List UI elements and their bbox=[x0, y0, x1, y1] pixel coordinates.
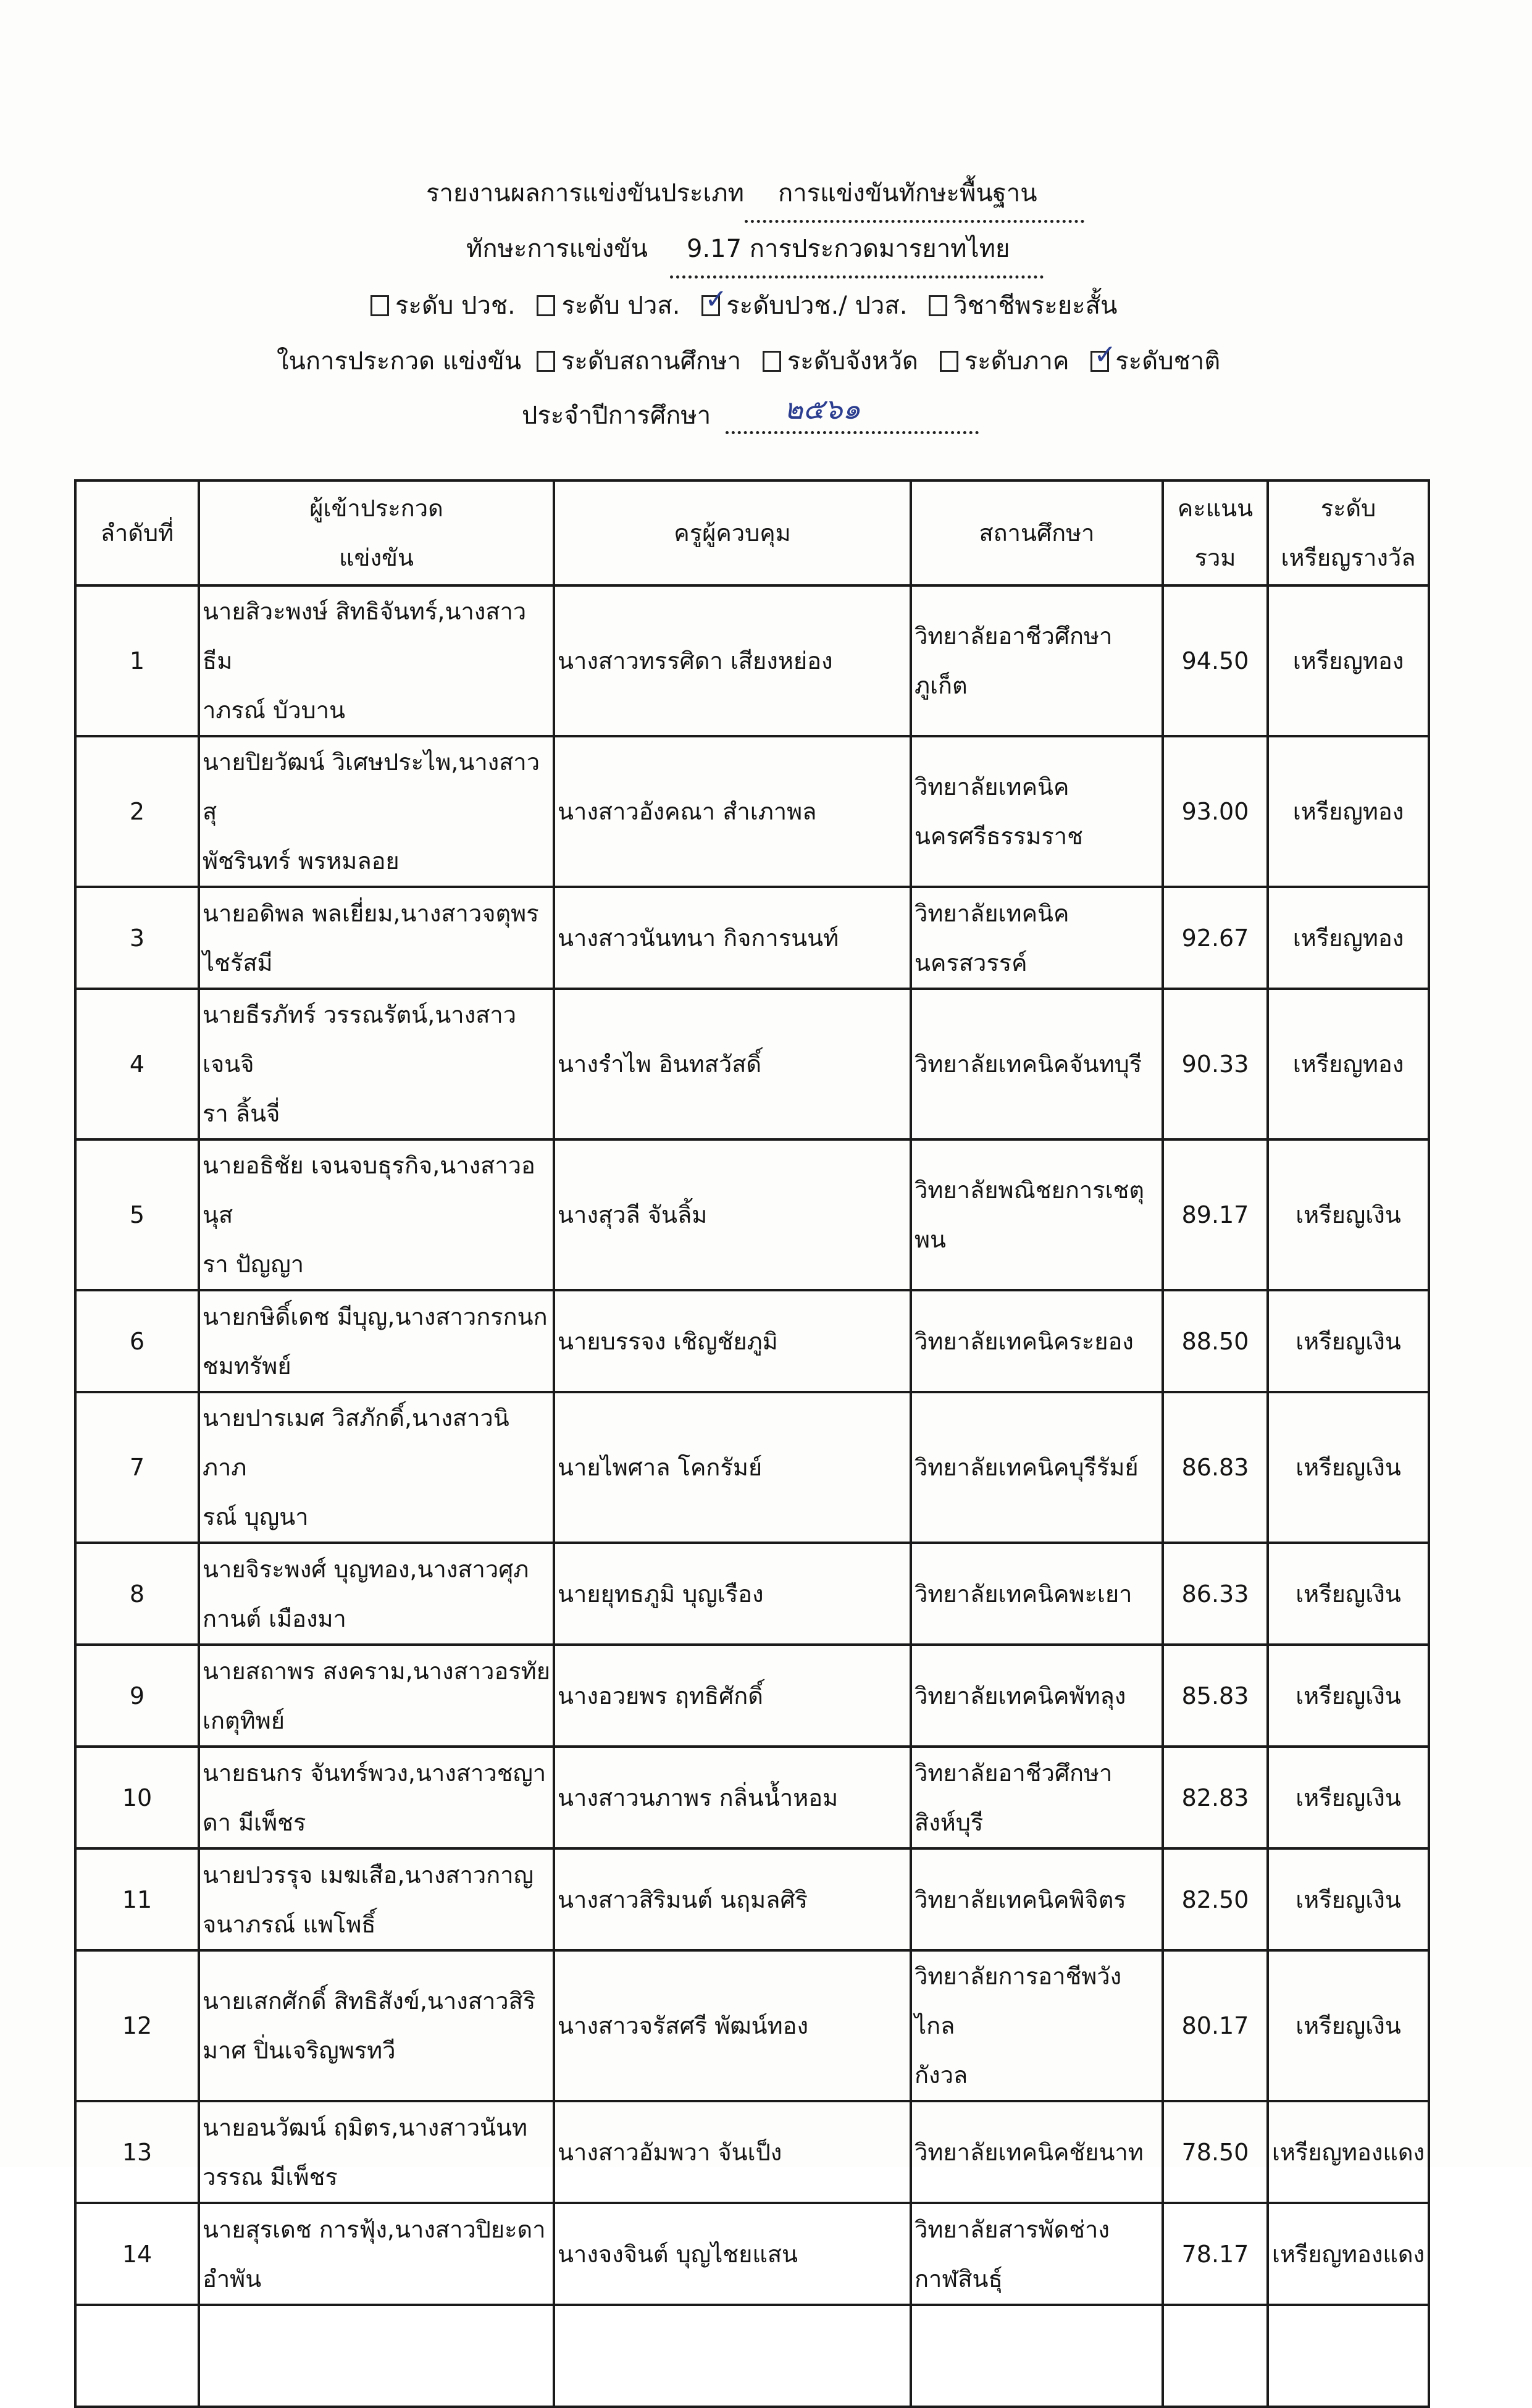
skill-label: ทักษะการแข่งขัน bbox=[466, 235, 648, 263]
total-score: 78.50 bbox=[1163, 2101, 1268, 2203]
total-score: 86.83 bbox=[1163, 1392, 1268, 1543]
school-name bbox=[911, 1645, 1163, 1747]
school-line-1: วิทยาลัยเทคนิคพัทลุง bbox=[915, 1682, 1126, 1710]
contestant-line-2: ไชรัสมี bbox=[203, 949, 273, 976]
empty-cell bbox=[1268, 2305, 1429, 2407]
school-line-1: วิทยาลัยเทคนิค bbox=[915, 773, 1069, 800]
school-line-1: วิทยาลัยเทคนิคจันทบุรี bbox=[915, 1051, 1142, 1078]
skill-underline bbox=[670, 275, 1044, 279]
school-line-2: กังวล bbox=[915, 2062, 968, 2089]
header-medal-line-2: เหรียญรางวัล bbox=[1281, 544, 1416, 571]
school-line-2: กาฬสินธุ์ bbox=[915, 2265, 1003, 2293]
teacher-name: นางสาวนภาพร กลิ่นน้ำหอม bbox=[554, 1747, 911, 1848]
teacher-name: นางสาวอังคณา สำเภาพล bbox=[554, 736, 911, 887]
school-name bbox=[911, 2203, 1163, 2305]
medal-level: เหรียญเงิน bbox=[1268, 1950, 1429, 2101]
total-score: 85.83 bbox=[1163, 1645, 1268, 1747]
contestant-line-1: นายจิระพงศ์ บุญทอง,นางสาวศุภ bbox=[203, 1555, 529, 1583]
contestant-line-2: รา ลิ้นจี่ bbox=[203, 1100, 280, 1127]
medal-level: เหรียญทองแดง bbox=[1268, 2101, 1429, 2203]
total-score: 78.17 bbox=[1163, 2203, 1268, 2305]
row-number: 11 bbox=[75, 1848, 199, 1950]
school-name bbox=[911, 1747, 1163, 1848]
contestant-names bbox=[199, 1392, 554, 1543]
level-option-label: ระดับ ปวช. bbox=[395, 292, 516, 320]
medal-level: เหรียญเงิน bbox=[1268, 1392, 1429, 1543]
total-score: 92.67 bbox=[1163, 887, 1268, 989]
table-row bbox=[75, 1747, 1429, 1848]
level-option-label: ระดับปวช./ ปวส. bbox=[726, 292, 908, 320]
contestant-line-1: นายธีรภัทร์ วรรณรัตน์,นางสาวเจนจิ bbox=[203, 1001, 517, 1078]
competition-option-label: ระดับภาค bbox=[964, 347, 1069, 375]
school-name bbox=[911, 1392, 1163, 1543]
level-option-label: วิชาชีพระยะสั้น bbox=[953, 292, 1118, 320]
contestant-names bbox=[199, 1747, 554, 1848]
row-number: 5 bbox=[75, 1139, 199, 1290]
contestant-line-1: นายกษิดิ์เดช มีบุญ,นางสาวกรกนก bbox=[203, 1303, 548, 1330]
header-score-line-1: คะแนน bbox=[1177, 495, 1254, 522]
total-score: 88.50 bbox=[1163, 1290, 1268, 1392]
contestant-line-2: กานต์ เมืองมา bbox=[203, 1605, 346, 1632]
contestant-line-1: นายอธิชัย เจนจบธุรกิจ,นางสาวอนุส bbox=[203, 1152, 535, 1228]
row-number: 4 bbox=[75, 989, 199, 1139]
row-number: 9 bbox=[75, 1645, 199, 1747]
table-row bbox=[75, 887, 1429, 989]
medal-level: เหรียญเงิน bbox=[1268, 1747, 1429, 1848]
contestant-line-2: เกตุทิพย์ bbox=[203, 1706, 285, 1734]
school-line-2: นครศรีธรรมราช bbox=[915, 823, 1083, 850]
contestant-names bbox=[199, 736, 554, 887]
row-number: 12 bbox=[75, 1950, 199, 2101]
contestant-line-2: ชมทรัพย์ bbox=[203, 1352, 291, 1380]
school-line-1: วิทยาลัยเทคนิคบุรีรัมย์ bbox=[915, 1454, 1139, 1481]
empty-cell bbox=[1163, 2305, 1268, 2407]
total-score: 80.17 bbox=[1163, 1950, 1268, 2101]
level-option-label: ระดับ ปวส. bbox=[561, 292, 680, 320]
school-name bbox=[911, 1950, 1163, 2101]
contestant-names bbox=[199, 1848, 554, 1950]
contestant-line-2: รา ปัญญา bbox=[203, 1251, 304, 1278]
medal-level: เหรียญทอง bbox=[1268, 989, 1429, 1139]
competition-option-label: ระดับจังหวัด bbox=[787, 347, 918, 375]
empty-cell bbox=[75, 2305, 199, 2407]
checkbox-short-course[interactable] bbox=[929, 295, 947, 316]
row-number: 10 bbox=[75, 1747, 199, 1848]
contestant-names bbox=[199, 1645, 554, 1747]
contestant-line-1: นายเสกศักดิ์ สิทธิสังข์,นางสาวสิริ bbox=[203, 1987, 536, 2015]
row-number: 2 bbox=[75, 736, 199, 887]
medal-level: เหรียญเงิน bbox=[1268, 1848, 1429, 1950]
skill-value: 9.17 การประกวดมารยาทไทย bbox=[687, 235, 1010, 263]
medal-level: เหรียญทอง bbox=[1268, 585, 1429, 736]
level-options bbox=[370, 285, 1131, 325]
total-score: 82.83 bbox=[1163, 1747, 1268, 1848]
row-number: 6 bbox=[75, 1290, 199, 1392]
total-score: 90.33 bbox=[1163, 989, 1268, 1139]
competition-option-region[interactable] bbox=[940, 341, 1069, 380]
level-option-both[interactable] bbox=[701, 285, 907, 325]
row-number: 8 bbox=[75, 1543, 199, 1645]
contestant-line-1: นายอดิพล พลเยี่ยม,นางสาวจตุพร bbox=[203, 899, 539, 927]
total-score: 94.50 bbox=[1163, 585, 1268, 736]
total-score: 86.33 bbox=[1163, 1543, 1268, 1645]
contestant-line-2: วรรณ มีเพ็ชร bbox=[203, 2163, 338, 2191]
table-row bbox=[75, 736, 1429, 887]
medal-level: เหรียญเงิน bbox=[1268, 1139, 1429, 1290]
header-score bbox=[1163, 480, 1268, 585]
medal-level: เหรียญทอง bbox=[1268, 887, 1429, 989]
level-option-short-course[interactable] bbox=[929, 285, 1117, 325]
contestant-names bbox=[199, 1543, 554, 1645]
row-number: 13 bbox=[75, 2101, 199, 2203]
school-line-1: วิทยาลัยอาชีวศึกษา bbox=[915, 1759, 1113, 1787]
teacher-name: นางสาวอัมพวา จันเป็ง bbox=[554, 2101, 911, 2203]
contestant-names bbox=[199, 989, 554, 1139]
teacher-name: นายไพศาล โคกรัมย์ bbox=[554, 1392, 911, 1543]
header-no: ลำดับที่ bbox=[75, 480, 199, 585]
results-table bbox=[74, 479, 1430, 2408]
header-contestant bbox=[199, 480, 554, 585]
row-number: 14 bbox=[75, 2203, 199, 2305]
table-row bbox=[75, 1139, 1429, 1290]
header-contestant-line-2: แข่งขัน bbox=[339, 544, 414, 571]
row-number: 7 bbox=[75, 1392, 199, 1543]
school-line-1: วิทยาลัยอาชีวศึกษาภูเก็ต bbox=[915, 623, 1113, 699]
school-line-1: วิทยาลัยเทคนิคพิจิตร bbox=[915, 1886, 1126, 1913]
checkbox-region[interactable] bbox=[940, 351, 958, 372]
contestant-line-2: อำพัน bbox=[203, 2265, 262, 2293]
checkbox-both[interactable] bbox=[701, 295, 720, 316]
school-line-1: วิทยาลัยเทคนิค bbox=[915, 899, 1069, 927]
table-row bbox=[75, 585, 1429, 736]
level-option-high-vocational[interactable] bbox=[537, 285, 680, 325]
school-name bbox=[911, 887, 1163, 989]
teacher-name: นางสุวลี จันลิ้ม bbox=[554, 1139, 911, 1290]
report-type-label: รายงานผลการแข่งขันประเภท bbox=[426, 179, 744, 208]
contestant-line-1: นายปารเมศ วิสภักดิ์,นางสาวนิภาภ bbox=[203, 1404, 509, 1481]
table-row bbox=[75, 1950, 1429, 2101]
competition-option-national[interactable] bbox=[1090, 341, 1220, 380]
contestant-line-1: นายธนกร จันทร์พวง,นางสาวชญา bbox=[203, 1759, 546, 1787]
total-score: 89.17 bbox=[1163, 1139, 1268, 1290]
school-name bbox=[911, 1543, 1163, 1645]
header-school: สถานศึกษา bbox=[911, 480, 1163, 585]
school-name bbox=[911, 1848, 1163, 1950]
contestant-line-1: นายอนวัฒน์ ฤมิตร,นางสาวนันท bbox=[203, 2113, 528, 2141]
school-line-1: วิทยาลัยการอาชีพวังไกล bbox=[915, 1963, 1122, 2039]
header-medal-line-1: ระดับ bbox=[1320, 495, 1376, 522]
row-number: 3 bbox=[75, 887, 199, 989]
school-line-1: วิทยาลัยพณิชยการเชตุ bbox=[915, 1177, 1145, 1204]
contestant-line-1: นายสิวะพงษ์ สิทธิจันทร์,นางสาวธีม bbox=[203, 598, 527, 674]
header-contestant-line-1: ผู้เข้าประกวด bbox=[309, 495, 443, 522]
table-row bbox=[75, 1645, 1429, 1747]
level-option-vocational-certificate[interactable] bbox=[370, 285, 516, 325]
competition-option-label: ระดับสถานศึกษา bbox=[561, 347, 742, 375]
school-name bbox=[911, 736, 1163, 887]
medal-level: เหรียญทองแดง bbox=[1268, 2203, 1429, 2305]
school-name bbox=[911, 585, 1163, 736]
competition-option-province[interactable] bbox=[763, 341, 918, 380]
table-body bbox=[75, 585, 1429, 2407]
contestant-names bbox=[199, 2101, 554, 2203]
contestant-line-2: ดา มีเพ็ชร bbox=[203, 1808, 306, 1836]
teacher-name: นางสาวจรัสศรี พัฒน์ทอง bbox=[554, 1950, 911, 2101]
contestant-names bbox=[199, 1290, 554, 1392]
table-header-row bbox=[75, 480, 1429, 585]
school-line-1: วิทยาลัยเทคนิคพะเยา bbox=[915, 1580, 1132, 1608]
school-name bbox=[911, 1290, 1163, 1392]
school-line-1: วิทยาลัยสารพัดช่าง bbox=[915, 2215, 1110, 2243]
empty-cell bbox=[911, 2305, 1163, 2407]
table-row bbox=[75, 2101, 1429, 2203]
contestant-line-2: าภรณ์ บัวบาน bbox=[203, 697, 346, 724]
checkbox-high-vocational[interactable] bbox=[537, 295, 555, 316]
school-line-2: สิงห์บุรี bbox=[915, 1808, 984, 1836]
table-row bbox=[75, 989, 1429, 1139]
header-teacher: ครูผู้ควบคุม bbox=[554, 480, 911, 585]
academic-year-value: ๒๕๖๑ bbox=[784, 392, 861, 426]
row-number: 1 bbox=[75, 585, 199, 736]
medal-level: เหรียญทอง bbox=[1268, 736, 1429, 887]
table-row bbox=[75, 1290, 1429, 1392]
contestant-names bbox=[199, 2203, 554, 2305]
table-row bbox=[75, 1392, 1429, 1543]
checkbox-school[interactable] bbox=[537, 351, 555, 372]
competition-option-label: ระดับชาติ bbox=[1115, 347, 1221, 375]
academic-year-label: ประจำปีการศึกษา bbox=[522, 401, 711, 430]
contestant-names bbox=[199, 1139, 554, 1290]
contestant-line-2: รณ์ บุญนา bbox=[203, 1503, 309, 1530]
school-name bbox=[911, 2101, 1163, 2203]
empty-cell bbox=[199, 2305, 554, 2407]
teacher-name: นางอวยพร ฤทธิศักดิ์ bbox=[554, 1645, 911, 1747]
total-score: 82.50 bbox=[1163, 1848, 1268, 1950]
school-name bbox=[911, 1139, 1163, 1290]
school-line-2: พน bbox=[915, 1226, 947, 1253]
competition-label: ในการประกวด แข่งขัน bbox=[277, 347, 522, 375]
report-type-underline bbox=[745, 220, 1084, 223]
checkbox-province[interactable] bbox=[763, 351, 781, 372]
contestant-names bbox=[199, 887, 554, 989]
contestant-line-1: นายปิยวัฒน์ วิเศษประไพ,นางสาวสุ bbox=[203, 749, 540, 825]
header-medal bbox=[1268, 480, 1429, 585]
medal-level: เหรียญเงิน bbox=[1268, 1645, 1429, 1747]
competition-levels bbox=[277, 341, 1234, 380]
contestant-line-1: นายสถาพร สงคราม,นางสาวอรทัย bbox=[203, 1657, 550, 1685]
contestant-line-1: นายปวรรุจ เมฆเสือ,นางสาวกาญ bbox=[203, 1861, 534, 1889]
table-row bbox=[75, 1848, 1429, 1950]
school-line-1: วิทยาลัยเทคนิคระยอง bbox=[915, 1327, 1134, 1355]
school-line-2: นครสวรรค์ bbox=[915, 949, 1028, 976]
checkbox-national[interactable] bbox=[1090, 351, 1109, 372]
contestant-names bbox=[199, 1950, 554, 2101]
medal-level: เหรียญเงิน bbox=[1268, 1543, 1429, 1645]
header-score-line-2: รวม bbox=[1194, 544, 1236, 571]
teacher-name: นางจงจินต์ บุญไชยแสน bbox=[554, 2203, 911, 2305]
medal-level: เหรียญเงิน bbox=[1268, 1290, 1429, 1392]
report-type-value: การแข่งขันทักษะพื้นฐาน bbox=[778, 179, 1037, 208]
teacher-name: นางสาวนันทนา กิจการนนท์ bbox=[554, 887, 911, 989]
contestant-line-2: พัชรินทร์ พรหมลอย bbox=[203, 847, 400, 875]
table-row-continuation bbox=[75, 2305, 1429, 2407]
competition-option-school[interactable] bbox=[537, 341, 741, 380]
total-score: 93.00 bbox=[1163, 736, 1268, 887]
contestant-line-2: มาศ ปิ่นเจริญพรทวี bbox=[203, 2037, 396, 2064]
teacher-name: นางสาวสิริมนต์ นฤมลศิริ bbox=[554, 1848, 911, 1950]
contestant-line-2: จนาภรณ์ แพโพธิ์ bbox=[203, 1910, 376, 1938]
academic-year-underline bbox=[726, 431, 979, 434]
school-line-1: วิทยาลัยเทคนิคชัยนาท bbox=[915, 2138, 1144, 2166]
empty-cell bbox=[554, 2305, 911, 2407]
school-name bbox=[911, 989, 1163, 1139]
teacher-name: นายบรรจง เชิญชัยภูมิ bbox=[554, 1290, 911, 1392]
contestant-names bbox=[199, 585, 554, 736]
checkbox-vocational-certificate[interactable] bbox=[370, 295, 389, 316]
teacher-name: นายยุทธภูมิ บุญเรือง bbox=[554, 1543, 911, 1645]
teacher-name: นางสาวทรรศิดา เสียงหย่อง bbox=[554, 585, 911, 736]
table-row bbox=[75, 2203, 1429, 2305]
table-row bbox=[75, 1543, 1429, 1645]
teacher-name: นางรำไพ อินทสวัสดิ์ bbox=[554, 989, 911, 1139]
contestant-line-1: นายสุรเดช การฟุ้ง,นางสาวปิยะดา bbox=[203, 2215, 546, 2243]
